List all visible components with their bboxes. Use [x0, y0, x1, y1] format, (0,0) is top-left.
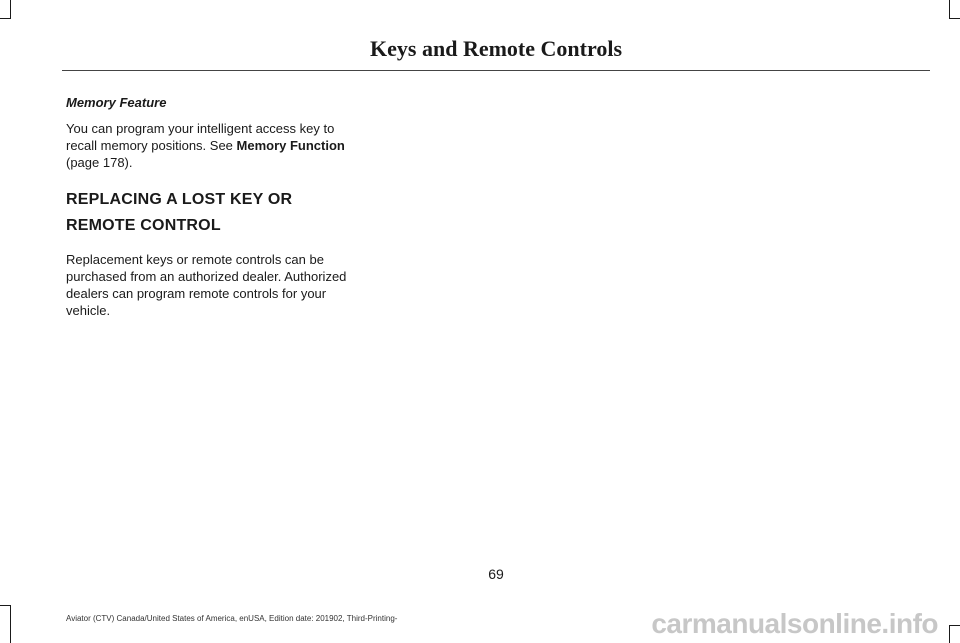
crop-mark [10, 605, 11, 643]
replacing-key-heading: REPLACING A LOST KEY OR REMOTE CONTROL [66, 191, 293, 234]
memory-feature-heading: Memory Feature [66, 95, 167, 110]
crop-mark [949, 625, 960, 626]
memory-feature-page-ref: (page 178). [66, 155, 133, 170]
edition-footer: Aviator (CTV) Canada/United States of America, enUSA, Edition date: 201902, Third-Printing- [66, 614, 398, 623]
replacing-key-paragraph: Replacement keys or remote controls can be purchased from an authorized dealer. Authorized dealers can program remote controls for your vehicle. [66, 252, 347, 318]
crop-mark [10, 0, 11, 18]
crop-mark [0, 605, 11, 606]
header-divider [62, 70, 930, 71]
content-column [66, 95, 351, 319]
memory-feature-text: You can program your intelligent access key to recall memory positions. See [66, 121, 335, 153]
page-number: 69 [488, 566, 504, 582]
memory-function-link[interactable]: Memory Function [236, 138, 345, 153]
crop-mark [949, 18, 960, 19]
page-title: Keys and Remote Controls [370, 36, 622, 61]
watermark-logo: carmanualsonline.info [651, 608, 938, 639]
crop-mark [949, 625, 950, 643]
crop-mark [0, 18, 11, 19]
crop-mark [949, 0, 950, 18]
memory-feature-paragraph [66, 120, 351, 171]
